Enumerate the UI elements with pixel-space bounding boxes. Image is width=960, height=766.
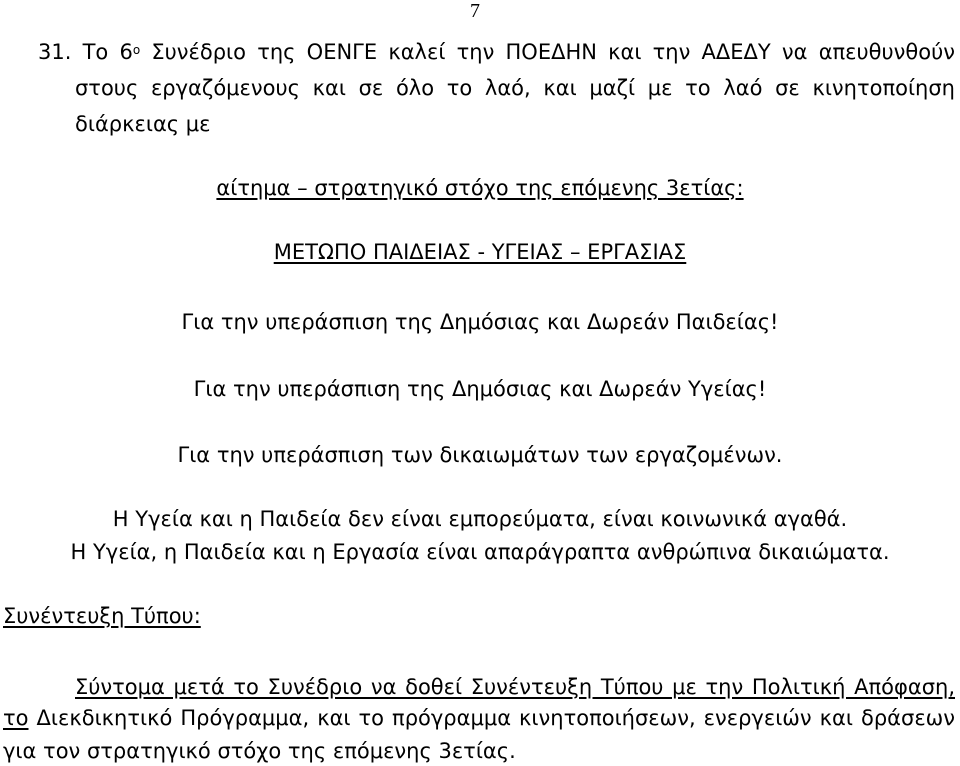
slogan-workers-rights: Για την υπεράσπιση των δικαιωμάτων των εργαζομένων. [177,443,783,467]
paragraph-31-line-1-rest: Συνέδριο της ΟΕΝΓΕ καλεί την ΠΟΕΔΗΝ και την ΑΔΕΔΥ να απευθυνθούν [140,40,955,64]
demand-heading: αίτημα – στρατηγικό στόχο της επόμενης 3ετίας: [216,176,744,200]
front-heading: ΜΕΤΩΠΟ ΠΑΙΔΕΙΑΣ - ΥΓΕΙΑΣ – ΕΡΓΑΣΙΑΣ [273,240,687,264]
press-paragraph-line-2-rest: Διεκδικητικό Πρόγραμμα, και το πρόγραμμα κινητοποιήσεων, ενεργειών και δράσεων [28,706,955,730]
paragraph-31-line-2: στους εργαζόμενους και σε όλο το λαό, και μαζί με το λαό σε κινητοποίηση [75,76,955,100]
press-paragraph-line-2-underlined: το [3,706,29,730]
paragraph-31-line-1 [38,42,955,63]
press-conference-heading: Συνέντευξη Τύπου: [3,604,201,628]
slogan-education: Για την υπεράσπιση της Δημόσιας και Δωρεάν Παιδείας! [181,310,779,334]
statement-human-rights: Η Υγεία, η Παιδεία και η Εργασία είναι απαράγραπτα ανθρώπινα δικαιώματα. [70,540,890,564]
press-paragraph-line-1: Σύντομα μετά το Συνέδριο να δοθεί Συνέντευξη Τύπου με την Πολιτική Απόφαση, [75,675,955,699]
paragraph-31-line-3: διάρκειας με [75,112,211,136]
slogan-health: Για την υπεράσπιση της Δημόσιας και Δωρεάν Υγείας! [193,377,767,401]
press-paragraph-line-3: για τον στρατηγικό στόχο της επόμενης 3ετίας. [3,739,516,763]
paragraph-31-number-text: 31. Το 6 [38,40,133,64]
ordinal-superscript: ο [132,43,141,57]
statement-social-goods: Η Υγεία και η Παιδεία δεν είναι εμπορεύματα, είναι κοινωνικά αγαθά. [112,507,848,531]
page-number: 7 [470,0,480,22]
press-paragraph-line-2 [3,708,955,729]
